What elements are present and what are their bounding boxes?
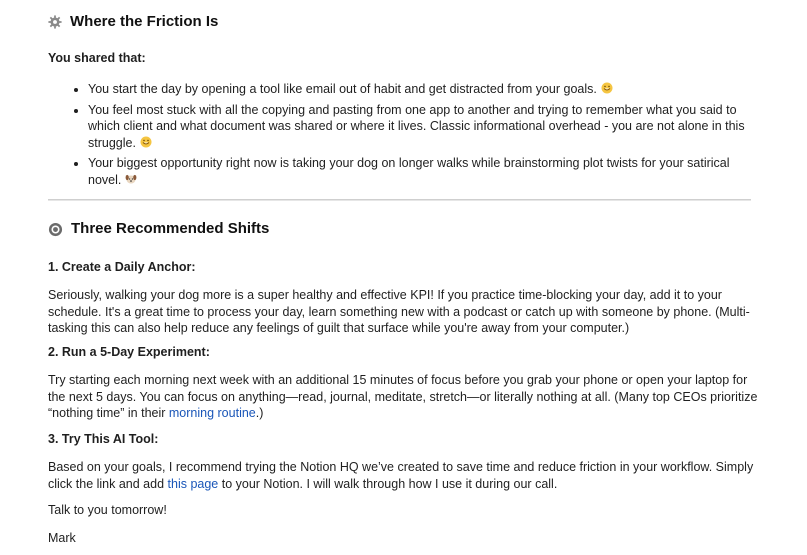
section-title-shifts [48, 221, 269, 238]
shift-body: Seriously, walking your dog more is a super healthy and effective KPI! If you practice time-blocking your day, add it to your schedule. It's a great time to process your day, learn something new with a podcast or catch up with someone by phone. (Multi-tasking this can also help reduce any feelings of guilt that surface while you're away from your computer.) [48, 288, 750, 335]
shift-heading: 1. Create a Daily Anchor: [48, 260, 196, 274]
closing-line: Talk to you tomorrow! [48, 503, 167, 517]
shift-2-body [48, 372, 758, 422]
list-item [88, 81, 758, 98]
list-item [88, 155, 758, 188]
shift-body-text-end: to your Notion. I will walk through how I use it during our call. [218, 476, 558, 491]
gear-icon [48, 15, 62, 29]
list-item-text: You start the day by opening a tool like email out of habit and get distracted from your goals. [88, 82, 597, 96]
signature: Mark [48, 531, 76, 545]
shift-1-heading [48, 259, 758, 276]
section-title-friction [48, 14, 218, 31]
dog-emoji-icon [125, 173, 137, 185]
shift-2-heading [48, 344, 758, 361]
lead-text: You shared that: [48, 51, 146, 65]
list-item-text: Your biggest opportunity right now is taking your dog on longer walks while brainstorming plot twists for your satirical novel. [88, 156, 730, 187]
section-title-text: Three Recommended Shifts [71, 220, 270, 237]
shift-heading: 3. Try This AI Tool: [48, 432, 159, 446]
friction-list [48, 81, 758, 192]
shift-heading: 2. Run a 5-Day Experiment: [48, 345, 210, 359]
shift-body-text: Try starting each morning next week with an additional 15 minutes of focus before you grab your phone or open your laptop for the next 5 days. You can focus on anything—read, journal, meditate, stretch—or literally nothing at all. (Many top CEOs prioritize “nothing time” in their [48, 373, 758, 420]
morning-routine-link[interactable]: morning routine [168, 406, 256, 420]
section-title-text: Where the Friction Is [70, 13, 219, 30]
shift-3-body [48, 459, 758, 492]
list-item [88, 102, 758, 152]
grin-emoji-icon [140, 136, 152, 148]
grin-emoji-icon [601, 82, 613, 94]
shift-body [48, 372, 758, 422]
shift-body-text-end: .) [255, 406, 264, 420]
shift-3-heading [48, 431, 758, 448]
shift-body [48, 459, 758, 492]
shift-1-body [48, 287, 758, 337]
this-page-link[interactable]: this page [167, 476, 219, 491]
section-divider [48, 199, 751, 201]
shift-body-text: Based on your goals, I recommend trying the Notion HQ we’ve created to save time and reduce friction in your workflow. Simply click the link and add [48, 460, 754, 491]
list-item-text: You feel most stuck with all the copying and pasting from one app to another and trying to remember what you said to which client and what document was shared or where it lives. Classic informational overhead - you are not alone in this struggle. [88, 102, 745, 150]
circle-icon [48, 222, 63, 237]
